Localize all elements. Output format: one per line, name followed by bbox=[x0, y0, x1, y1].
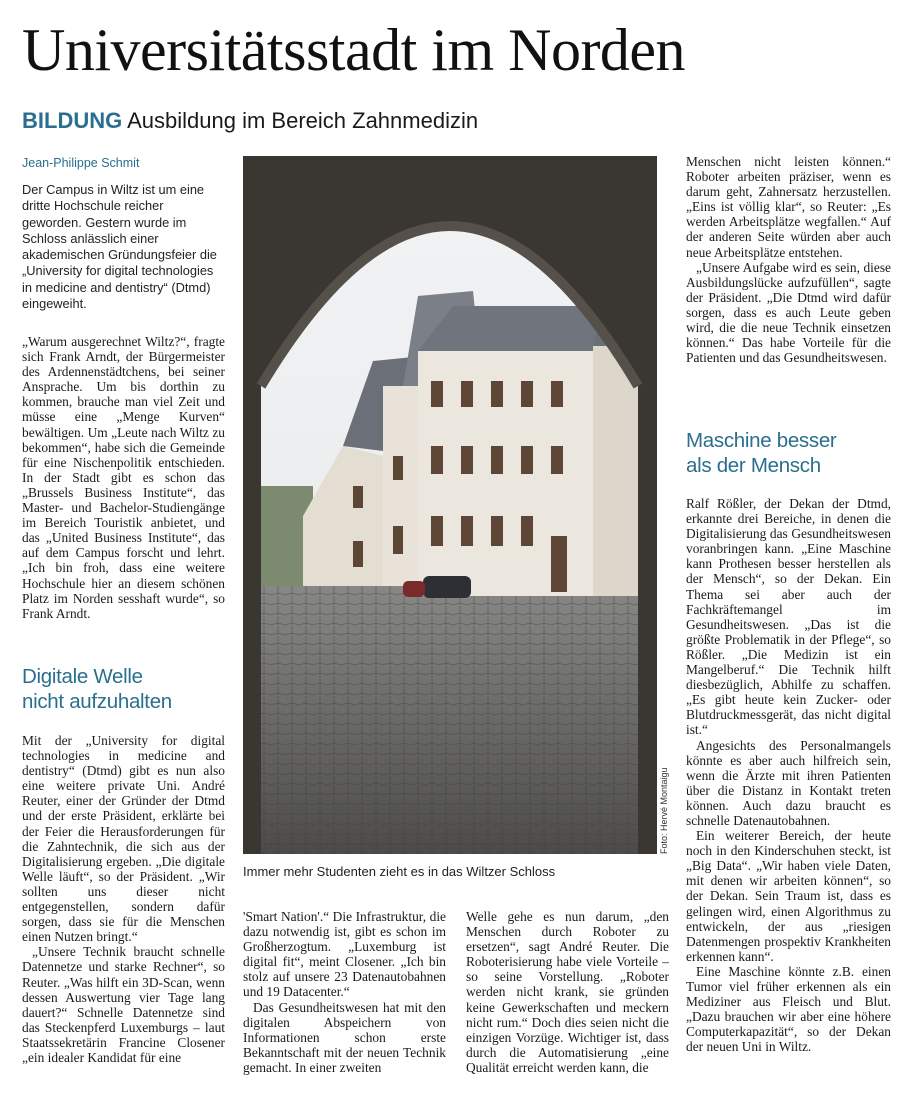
photo-credit-text: Foto: Hervé Montaigu bbox=[659, 767, 669, 854]
lead-paragraph bbox=[22, 182, 222, 312]
subhead-digitale-welle bbox=[22, 664, 172, 714]
column-1-top bbox=[22, 334, 225, 621]
paragraph: Das Gesundheitswesen hat mit den digitalen Abspeichern von Informationen schon erste Bekanntschaft mit der neuen Technik gemacht. In einer zweiten bbox=[243, 999, 446, 1075]
author-byline: Jean-Philippe Schmit bbox=[22, 156, 140, 170]
column-4-top bbox=[686, 154, 891, 365]
paragraph: Angesichts des Personalmangels könnte es aber auch hilfreich sein, wenn die Ärzte mit ihren Patienten über die Distanz in Kontakt treten können. Auch dazu braucht es schnelle Datenautobahnen. bbox=[686, 737, 891, 828]
column-1-bottom bbox=[22, 733, 225, 1065]
photo-credit bbox=[655, 742, 673, 854]
subhead-line: Digitale Welle bbox=[22, 665, 143, 688]
castle-illustration bbox=[243, 156, 657, 854]
paragraph: Menschen nicht leisten können.“ Roboter arbeiten präziser, wenn es darum geht, Zahnersatz herzustellen. „Eins ist völlig klar“, so Reuter: „Es werden Arbeitsplätze wegfallen.“ Auf der anderen Seite würden aber auch neue Arbeitsplätze entstehen. bbox=[686, 154, 891, 260]
subhead-maschine bbox=[686, 428, 836, 478]
paragraph: Ralf Rößler, der Dekan der Dtmd, erkannte drei Bereiche, in denen die Digitalisierung das Gesundheitswesen voranbringen kann. „Eine Maschine kann Prothesen besser herstellen als der Mensch“, so der Dekan. Ein Thema sei aber auch der Fachkräftemangel im Gesundheitswesen. „Das ist die größte Problematik in der Pflege“, so Rößler. „Die Medizin ist ein Mangelberuf.“ Die Technik hilft diesbezüglich, Abhilfe zu schaffen. „Es gibt heute kein Zucker- oder Blutdruckmessgerät, das nicht digital ist.“ bbox=[686, 496, 891, 738]
column-3 bbox=[466, 909, 669, 1075]
paragraph: „Warum ausgerechnet Wiltz?“, fragte sich Frank Arndt, der Bürgermeister des Ardennenstädtchens, bei seiner Ansprache. Um bis dorthin zu kommen, brauche man viel Zeit und müsse eine „Menge Kurven“ bewältigen. Um „Leute nach Wiltz zu bekommen“, habe sich die Gemeinde für eine Nischenpolitik entschieden. In der Stadt gibt es schon das „Brussels Business Institute“, das Master- und Bachelor-Studiengänge im Bereich Touristik anbietet, und das „United Business Institute“, das auf dem Campus forscht und lehrt. „Ich bin froh, dass eine weitere Hochschule hier an diesem schönen Platz im Norden sesshaft wurde“, so Frank Arndt. bbox=[22, 334, 225, 621]
subheadline-row bbox=[22, 106, 478, 136]
lead-text: Der Campus in Wiltz ist um eine dritte Hochschule reicher geworden. Gestern wurde im Schloss anlässlich einer akademischen Gründungsfeier die „University for digital technologies in medicine and dentistry“ (Dtmd) eingeweiht. bbox=[22, 182, 217, 312]
subhead-line: als der Mensch bbox=[686, 454, 821, 477]
paragraph: 'Smart Nation'.“ Die Infrastruktur, die dazu notwendig ist, gibt es schon im Großherzogtum. „Luxemburg ist digital fit“, meint Closener. „Ich bin stolz auf unsere 23 Datenautobahnen und 19 Datacenter.“ bbox=[243, 909, 446, 1000]
column-4-bottom bbox=[686, 496, 891, 1054]
section-kicker: BILDUNG bbox=[22, 108, 123, 133]
castle-photo bbox=[243, 156, 657, 854]
subhead-line: nicht aufzuhalten bbox=[22, 690, 172, 713]
paragraph: „Unsere Aufgabe wird es sein, diese Ausbildungslücke aufzufüllen“, sagte der Präsident. „Die Dtmd wird dafür sorgen, dass es auch Leute geben wird, die die neue Technik einsetzen können.“ Das habe Vorteile für die Patienten und das Gesundheitswesen. bbox=[686, 259, 891, 366]
subhead-line: Maschine besser bbox=[686, 429, 837, 452]
subheadline: Ausbildung im Bereich Zahnmedizin bbox=[127, 108, 479, 133]
paragraph: Welle gehe es nun darum, „den Menschen durch Roboter zu ersetzen“, sagt André Reuter. Die Roboterisierung habe viele Vorteile – so seine Vorstellung. „Roboter werden nicht krank, sie gründen keine Gewerkschaften und meckern nicht rum.“ Doch dies seien nicht die einzigen Vorzüge. Wichtiger ist, dass durch die Automatisierung „eine Qualität erreicht werden kann, die bbox=[466, 909, 669, 1075]
photo-caption: Immer mehr Studenten zieht es in das Wiltzer Schloss bbox=[243, 864, 556, 879]
paragraph: Ein weiterer Bereich, der heute noch in den Kinderschuhen steckt, ist „Big Data“. „Wir haben viele Daten, mit denen wir arbeiten können“, so der Dekan. Sein Traum ist, dass es gelingen wird, einen Algorithmus zu entwickeln, der aus „riesigen Datenmengen prospektiv Krankheiten erkennen kann“. bbox=[686, 828, 891, 964]
headline: Universitätsstadt im Norden bbox=[22, 17, 686, 83]
column-2 bbox=[243, 909, 446, 1075]
paragraph: „Unsere Technik braucht schnelle Datennetze und starke Rechner“, so Reuter. „Was hilft ein 3D-Scan, wenn dessen Auswertung vier Tage lang dauert?“ Schnelle Datennetze sind das Steckenpferd Luxemburgs – laut Staatssekretärin Francine Closener „ein idealer Kandidat für eine bbox=[22, 944, 225, 1065]
paragraph: Mit der „University for digital technologies in medicine and dentistry“ (Dtmd) gibt es nun also eine weitere private Uni. André Reuter, einer der Gründer der Dtmd und der erste Präsident, erklärte bei der Feier die Herausforderungen für die Zahntechnik, die sich aus der Digitalisierung ergeben. „Die digitale Welle läuft“, so der Präsident. „Wir sollten uns dieser nicht entgegenstellen, sondern dafür sorgen, dass sie für die Menschen einen Nutzen bringt.“ bbox=[22, 733, 225, 945]
paragraph: Eine Maschine könnte z.B. einen Tumor viel früher erkennen als ein Mediziner aus Fleisch und Blut. „Dazu brauchen wir aber eine höhere Computerkapazität“, so der Dekan der neuen Uni in Wiltz. bbox=[686, 963, 891, 1055]
